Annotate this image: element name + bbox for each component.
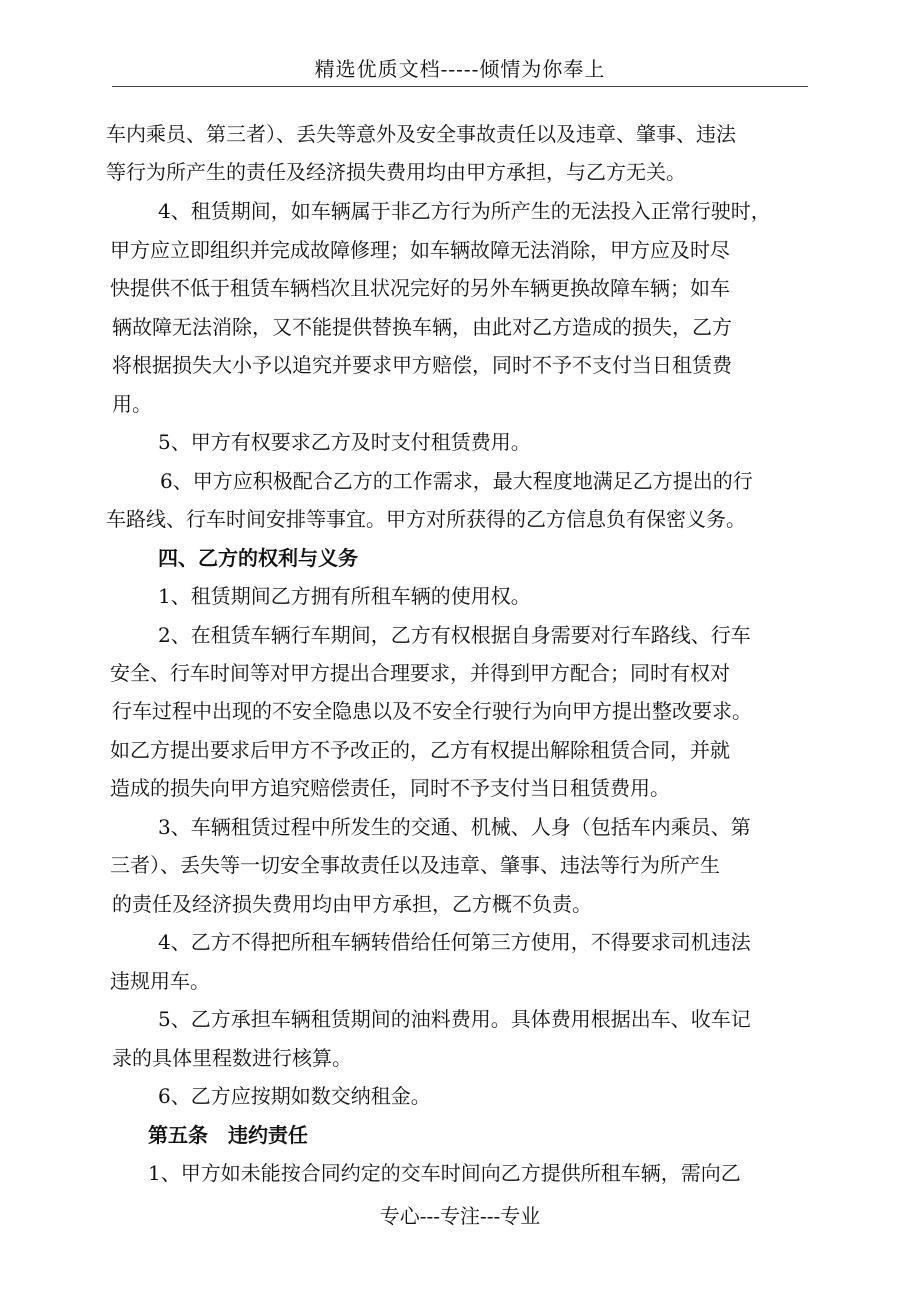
body-line: 行车过程中出现的不安全隐患以及不安全行驶行为向甲方提出整改要求。 bbox=[112, 699, 752, 723]
body-line: 5、甲方有权要求乙方及时支付租赁费用。 bbox=[158, 430, 531, 454]
body-line: 甲方应立即组织并完成故障修理；如车辆故障无法消除，甲方应及时尽 bbox=[110, 238, 730, 262]
body-line: 车内乘员、第三者）、丢失等意外及安全事故责任以及违章、肇事、违法 bbox=[106, 122, 736, 146]
body-line: 将根据损失大小予以追究并要求甲方赔偿，同时不予不支付当日租赁费 bbox=[112, 353, 732, 377]
body-line: 的责任及经济损失费用均由甲方承担，乙方概不负责。 bbox=[112, 892, 592, 916]
body-line: 4、租赁期间，如车辆属于非乙方行为所产生的无法投入正常行驶时， bbox=[158, 199, 771, 223]
body-line: 3、车辆租赁过程中所发生的交通、机械、人身（包括车内乘员、第 bbox=[158, 815, 751, 839]
body-line: 安全、行车时间等对甲方提出合理要求，并得到甲方配合；同时有权对 bbox=[110, 661, 730, 685]
body-line: 用。 bbox=[112, 392, 152, 416]
page-header: 精选优质文档-----倾情为你奉上 bbox=[314, 57, 606, 81]
body-line: 1、甲方如未能按合同约定的交车时间向乙方提供所租车辆，需向乙 bbox=[148, 1161, 741, 1185]
body-line: 等行为所产生的责任及经济损失费用均由甲方承担，与乙方无关。 bbox=[106, 160, 686, 184]
section-heading: 四、乙方的权利与义务 bbox=[158, 546, 358, 570]
body-line: 违规用车。 bbox=[110, 969, 210, 993]
body-line: 快提供不低于租赁车辆档次且状况完好的另外车辆更换故障车辆；如车 bbox=[110, 276, 730, 300]
body-line: 如乙方提出要求后甲方不予改正的，乙方有权提出解除租赁合同，并就 bbox=[110, 738, 730, 762]
body-line: 录的具体里程数进行核算。 bbox=[112, 1046, 352, 1070]
body-line: 2、在租赁车辆行车期间，乙方有权根据自身需要对行车路线、行车 bbox=[158, 623, 751, 647]
body-line: 1、租赁期间乙方拥有所租车辆的使用权。 bbox=[158, 584, 531, 608]
body-line: 5、乙方承担车辆租赁期间的油料费用。具体费用根据出车、收车记 bbox=[158, 1007, 751, 1031]
header-rule bbox=[112, 86, 808, 87]
body-line: 4、乙方不得把所租车辆转借给任何第三方使用，不得要求司机违法 bbox=[158, 930, 751, 954]
body-line: 造成的损失向甲方追究赔偿责任，同时不予支付当日租赁费用。 bbox=[110, 776, 670, 800]
body-line: 6、甲方应积极配合乙方的工作需求，最大程度地满足乙方提出的行 bbox=[160, 469, 753, 493]
section-heading: 第五条 违约责任 bbox=[148, 1123, 308, 1147]
body-line: 三者）、丢失等一切安全事故责任以及违章、肇事、违法等行为所产生 bbox=[110, 853, 720, 877]
body-line: 车路线、行车时间安排等事宜。甲方对所获得的乙方信息负有保密义务。 bbox=[106, 507, 746, 531]
body-line: 辆故障无法消除，又不能提供替换车辆，由此对乙方造成的损失，乙方 bbox=[112, 315, 732, 339]
body-line: 6、乙方应按期如数交纳租金。 bbox=[158, 1084, 431, 1108]
page-footer: 专心---专注---专业 bbox=[379, 1204, 541, 1228]
